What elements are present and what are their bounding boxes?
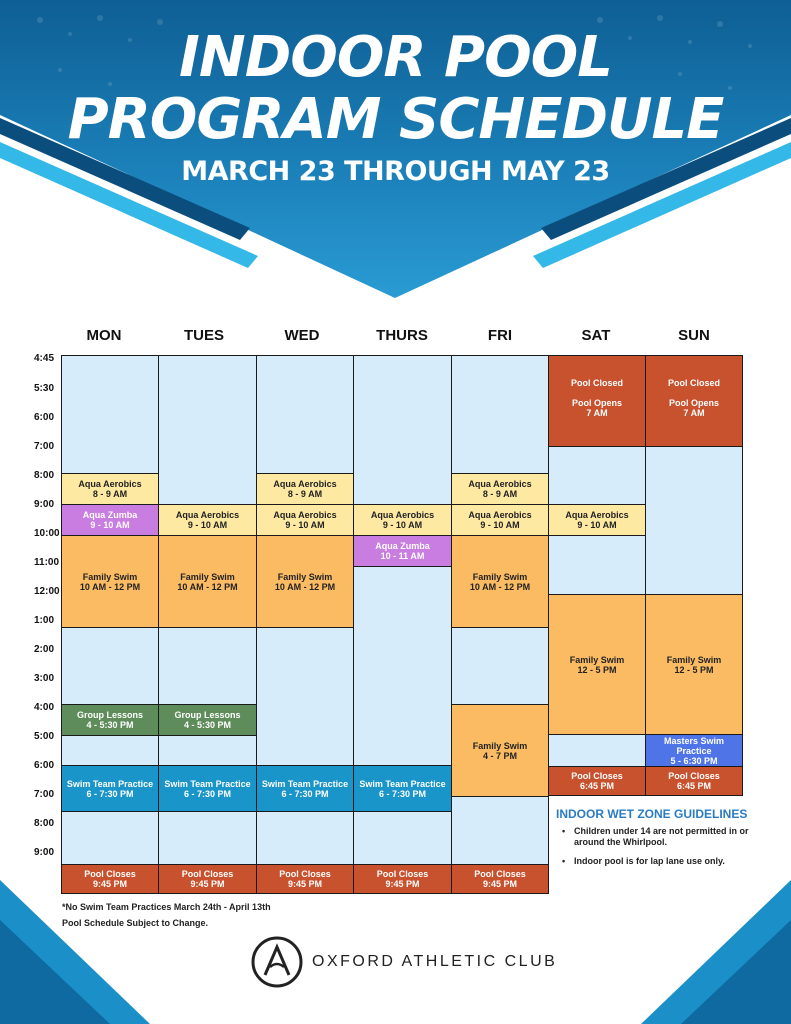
club-name: OXFORD ATHLETIC CLUB: [312, 953, 558, 970]
tues-family-swim: Family Swim 10 AM - 12 PM: [158, 535, 257, 628]
time-label: 4:45: [34, 353, 55, 364]
time-label: 10:00: [34, 528, 60, 539]
open-swim-block: [61, 355, 159, 474]
open-swim-block: [548, 446, 646, 505]
sat-aqua-aerobics: Aqua Aerobics 9 - 10 AM: [548, 504, 646, 536]
logo-emblem-icon: [250, 935, 304, 989]
fri-pool-closes: Pool Closes 9:45 PM: [451, 864, 549, 894]
open-swim-block: [158, 627, 257, 705]
open-swim-block: [645, 446, 743, 595]
time-label: 4:00: [34, 702, 55, 713]
guidelines-list: [560, 826, 750, 875]
guideline-item: • Indoor pool is for lap lane use only.: [560, 856, 750, 867]
day-header-fri: FRI: [487, 327, 513, 344]
open-swim-block: [451, 627, 549, 705]
time-label: 9:00: [34, 499, 55, 510]
club-logo: [250, 935, 558, 991]
tues-swim-team-practice: Swim Team Practice 6 - 7:30 PM: [158, 765, 257, 812]
time-label: 12:00: [34, 586, 60, 597]
open-swim-block: [353, 811, 452, 865]
sat-family-swim: Family Swim 12 - 5 PM: [548, 594, 646, 735]
open-swim-block: [158, 735, 257, 766]
fri-aqua-aerobics-9: Aqua Aerobics 9 - 10 AM: [451, 504, 549, 536]
day-header-thurs: THURS: [376, 327, 428, 344]
sun-pool-closed: Pool Closed Pool Opens 7 AM: [645, 355, 743, 447]
open-swim-block: [353, 566, 452, 766]
guidelines-title: INDOOR WET ZONE GUIDELINES: [556, 807, 748, 821]
mon-group-lessons: Group Lessons 4 - 5:30 PM: [61, 704, 159, 736]
open-swim-block: [451, 796, 549, 865]
schedule-change-note: Pool Schedule Subject to Change.: [62, 918, 209, 928]
sun-masters-swim-practice: Masters Swim Practice 5 - 6:30 PM: [645, 734, 743, 767]
open-swim-block: [256, 627, 354, 766]
open-swim-block: [353, 355, 452, 505]
time-label: 11:00: [34, 557, 60, 568]
open-swim-block: [61, 811, 159, 865]
day-header-tues: TUES: [183, 327, 224, 344]
time-label: 3:00: [34, 673, 55, 684]
wed-pool-closes: Pool Closes 9:45 PM: [256, 864, 354, 894]
day-header-wed: WED: [284, 327, 320, 344]
mon-family-swim: Family Swim 10 AM - 12 PM: [61, 535, 159, 628]
time-label: 8:00: [34, 470, 55, 481]
day-header-sat: SAT: [581, 327, 611, 344]
day-header-sun: SUN: [678, 327, 710, 344]
mon-aqua-aerobics: Aqua Aerobics 8 - 9 AM: [61, 473, 159, 505]
header-banner: [0, 0, 791, 300]
wed-family-swim: Family Swim 10 AM - 12 PM: [256, 535, 354, 628]
open-swim-block: [548, 535, 646, 595]
wed-swim-team-practice: Swim Team Practice 6 - 7:30 PM: [256, 765, 354, 812]
open-swim-block: [256, 811, 354, 865]
open-swim-block: [158, 811, 257, 865]
wed-aqua-aerobics-8: Aqua Aerobics 8 - 9 AM: [256, 473, 354, 505]
time-label: 5:00: [34, 731, 55, 742]
time-label: 5:30: [34, 383, 55, 394]
fri-aqua-aerobics-8: Aqua Aerobics 8 - 9 AM: [451, 473, 549, 505]
thurs-swim-team-practice: Swim Team Practice 6 - 7:30 PM: [353, 765, 452, 812]
time-label: 9:00: [34, 847, 55, 858]
title-line-1: INDOOR POOL: [179, 25, 612, 90]
tues-group-lessons: Group Lessons 4 - 5:30 PM: [158, 704, 257, 736]
fri-family-swim-morning: Family Swim 10 AM - 12 PM: [451, 535, 549, 628]
tues-pool-closes: Pool Closes 9:45 PM: [158, 864, 257, 894]
sun-pool-closes: Pool Closes 6:45 PM: [645, 766, 743, 796]
time-label: 2:00: [34, 644, 55, 655]
mon-swim-team-practice: Swim Team Practice 6 - 7:30 PM: [61, 765, 159, 812]
thurs-aqua-zumba: Aqua Zumba 10 - 11 AM: [353, 535, 452, 567]
open-swim-block: [451, 355, 549, 474]
thurs-aqua-aerobics: Aqua Aerobics 9 - 10 AM: [353, 504, 452, 536]
open-swim-block: [61, 735, 159, 766]
sun-family-swim: Family Swim 12 - 5 PM: [645, 594, 743, 735]
date-range-subtitle: MARCH 23 THROUGH MAY 23: [181, 156, 610, 187]
time-label: 1:00: [34, 615, 55, 626]
sat-pool-closed: Pool Closed Pool Opens 7 AM: [548, 355, 646, 447]
wed-aqua-aerobics-9: Aqua Aerobics 9 - 10 AM: [256, 504, 354, 536]
title-line-2: PROGRAM SCHEDULE: [67, 87, 724, 152]
tues-aqua-aerobics: Aqua Aerobics 9 - 10 AM: [158, 504, 257, 536]
corner-decoration-right: [641, 880, 791, 1024]
fri-family-swim-evening: Family Swim 4 - 7 PM: [451, 704, 549, 797]
open-swim-block: [548, 734, 646, 767]
day-header-mon: MON: [86, 327, 122, 344]
time-label: 6:00: [34, 760, 55, 771]
time-label: 7:00: [34, 789, 55, 800]
time-label: 7:00: [34, 441, 55, 452]
time-label: 8:00: [34, 818, 55, 829]
open-swim-block: [158, 355, 257, 505]
mon-pool-closes: Pool Closes 9:45 PM: [61, 864, 159, 894]
time-label: 6:00: [34, 412, 55, 423]
swim-team-note: *No Swim Team Practices March 24th - April 13th: [62, 902, 271, 912]
thurs-pool-closes: Pool Closes 9:45 PM: [353, 864, 452, 894]
open-swim-block: [61, 627, 159, 705]
guideline-item: • Children under 14 are not permitted in or around the Whirlpool.: [560, 826, 750, 848]
sat-pool-closes: Pool Closes 6:45 PM: [548, 766, 646, 796]
open-swim-block: [256, 355, 354, 474]
mon-aqua-zumba: Aqua Zumba 9 - 10 AM: [61, 504, 159, 536]
